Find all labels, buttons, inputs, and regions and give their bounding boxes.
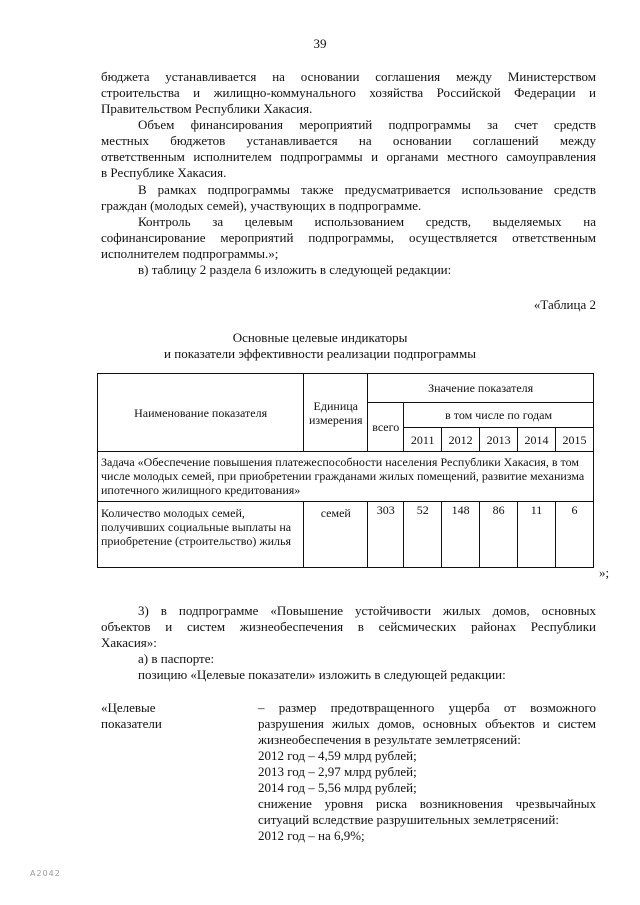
item3-line-3: Хакасия»: xyxy=(101,635,157,650)
passport-line: 2013 год – 2,97 млрд рублей; xyxy=(258,764,417,779)
para2-line-2: местных бюджетов устанавливается на основании соглашений между xyxy=(101,133,596,148)
passport-line: снижение уровня риска возникновения чрезвычайных xyxy=(258,796,596,811)
para3-line-2: граждан (молодых семей), участвующих в подпрограмме. xyxy=(101,198,422,213)
header-year: 2014 xyxy=(518,428,556,452)
item3-line-1: 3) в подпрограмме «Повышение устойчивости жилых домов, основных xyxy=(138,603,596,618)
row-total: 303 xyxy=(368,502,404,568)
passport-line: ситуаций вследствие разрушительных землетрясений: xyxy=(258,812,559,827)
header-year: 2011 xyxy=(404,428,442,452)
indicators-table xyxy=(97,373,594,568)
document-stamp: А2042 xyxy=(30,869,61,878)
header-unit: Единица измерения xyxy=(304,374,368,452)
para1-line-1: бюджета устанавливается на основании соглашения между Министерством xyxy=(101,69,596,84)
row-value: 11 xyxy=(518,502,556,568)
item3-line-2: объектов и систем жизнеобеспечения в сейсмических районах Республики xyxy=(101,619,596,634)
header-value: Значение показателя xyxy=(368,374,594,403)
row-value: 148 xyxy=(442,502,480,568)
header-by-years: в том числе по годам xyxy=(404,403,594,428)
item3b: позицию «Целевые показатели» изложить в следующей редакции: xyxy=(138,667,506,682)
passport-line: 2012 год – на 6,9%; xyxy=(258,828,365,843)
passport-line: – размер предотвращенного ущерба от возможного xyxy=(258,700,596,715)
item3a: а) в паспорте: xyxy=(138,651,215,666)
header-total: всего xyxy=(368,403,404,452)
para5: в) таблицу 2 раздела 6 изложить в следующей редакции: xyxy=(138,262,452,277)
header-year: 2013 xyxy=(480,428,518,452)
para2-line-1: Объем финансирования мероприятий подпрограммы за счет средств xyxy=(138,117,596,132)
para1-line-3: Правительством Республики Хакасия. xyxy=(101,101,313,116)
header-name: Наименование показателя xyxy=(98,374,304,452)
passport-line: 2012 год – 4,59 млрд рублей; xyxy=(258,748,417,763)
task-row: Задача «Обеспечение повышения платежеспособности населения Республики Хакасия, в том числе молодых семей, при приобретении гражданами жилых помещений, развитие механизма ипотечного жилищного кредитования» xyxy=(98,452,594,502)
passport-line: разрушения жилых домов, основных объектов и систем xyxy=(258,716,596,731)
para4-line-3: исполнителем подпрограммы.»; xyxy=(101,246,279,261)
row-value: 86 xyxy=(480,502,518,568)
table-label: «Таблица 2 xyxy=(533,297,596,312)
row-indicator-name: Количество молодых семей, получивших социальные выплаты на приобретение (строительство) жилья xyxy=(98,502,304,568)
table-title-line-1: Основные целевые индикаторы xyxy=(232,330,408,345)
para4-line-1: Контроль за целевым использованием средств, выделяемых на xyxy=(138,214,596,229)
para4-line-2: софинансирование мероприятий подпрограммы, осуществляется ответственным xyxy=(101,230,596,245)
row-value: 6 xyxy=(555,502,593,568)
passport-line: 2014 год – 5,56 млрд рублей; xyxy=(258,780,417,795)
para3-line-1: В рамках подпрограммы также предусматривается использование средств xyxy=(138,182,596,197)
row-unit: семей xyxy=(304,502,368,568)
para2-line-4: в Республике Хакасия. xyxy=(101,165,227,180)
para2-line-3: ответственным исполнителем подпрограммы и органами местного самоуправления xyxy=(101,149,596,164)
passport-line: жизнеобеспечения в результате землетрясений: xyxy=(258,732,521,747)
table-title-line-2: и показатели эффективности реализации подпрограммы xyxy=(164,346,476,361)
table-closing-quote: »; xyxy=(599,565,610,580)
page-number: 39 xyxy=(313,36,327,51)
passport-label-line-1: «Целевые xyxy=(101,700,156,715)
para1-line-2: строительства и жилищно-коммунального хозяйства Российской Федерации и xyxy=(101,85,596,100)
passport-label-line-2: показатели xyxy=(101,716,162,731)
header-year: 2012 xyxy=(442,428,480,452)
header-year: 2015 xyxy=(555,428,593,452)
row-value: 52 xyxy=(404,502,442,568)
